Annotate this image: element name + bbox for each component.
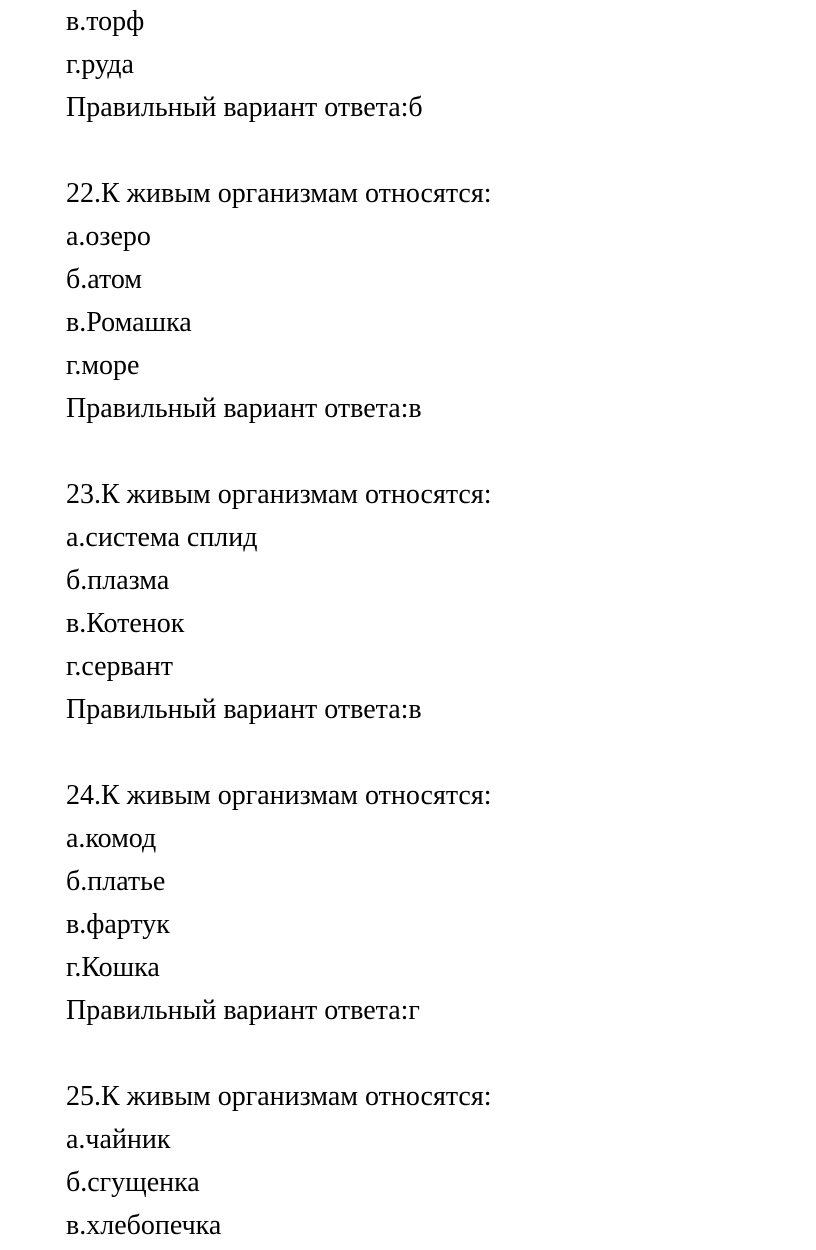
correct-answer: Правильный вариант ответа:б	[66, 92, 423, 123]
question-22	[66, 172, 806, 430]
question-24	[66, 774, 806, 1032]
question-23	[66, 473, 806, 731]
answer-option: б.атом	[66, 264, 143, 295]
answer-option: а.система сплид	[66, 522, 258, 553]
answer-option: б.платье	[66, 866, 166, 897]
answer-option: б.плазма	[66, 565, 170, 596]
answer-option: в.Котенок	[66, 608, 185, 639]
answer-option: б.сгущенка	[66, 1167, 200, 1198]
question-21-continuation	[66, 0, 806, 129]
answer-option: г.сервант	[66, 651, 174, 682]
question-title: 25.К живым организмам относятся:	[66, 1081, 492, 1112]
document-page	[66, 0, 806, 1247]
answer-option: а.озеро	[66, 221, 151, 252]
answer-option: а.комод	[66, 823, 157, 854]
answer-option: в.фартук	[66, 909, 170, 940]
answer-option: г.Кошка	[66, 952, 160, 983]
correct-answer: Правильный вариант ответа:в	[66, 694, 422, 725]
answer-option: в.хлебопечка	[66, 1210, 222, 1241]
answer-option: в.Ромашка	[66, 307, 192, 338]
question-title: 22.К живым организмам относятся:	[66, 178, 492, 209]
answer-option: в.торф	[66, 6, 145, 37]
question-title: 23.К живым организмам относятся:	[66, 479, 492, 510]
question-title: 24.К живым организмам относятся:	[66, 780, 492, 811]
answer-option: г.руда	[66, 49, 134, 80]
question-25	[66, 1075, 806, 1247]
correct-answer: Правильный вариант ответа:г	[66, 995, 420, 1026]
answer-option: г.море	[66, 350, 140, 381]
answer-option: а.чайник	[66, 1124, 171, 1155]
correct-answer: Правильный вариант ответа:в	[66, 393, 422, 424]
